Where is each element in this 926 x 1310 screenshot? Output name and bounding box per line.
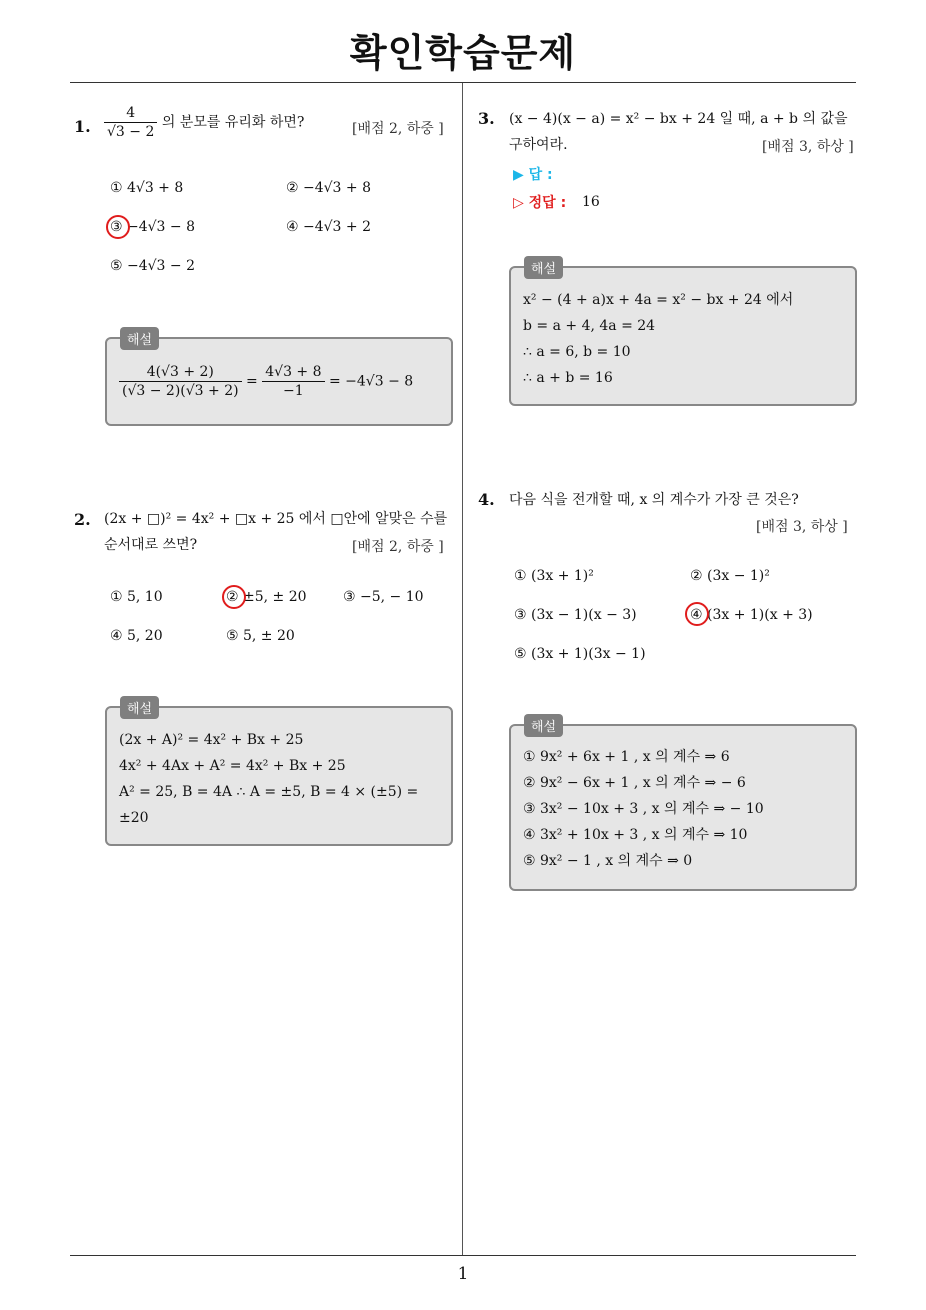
q3-number: 3. — [478, 109, 495, 128]
q1-text: 의 분모를 유리화 하면? — [161, 114, 305, 131]
q4-score: [배점 3, 하상 ] — [756, 519, 848, 535]
q1-exp-eq: = — [246, 373, 258, 390]
q2-line-1: (2x + □)² = 4x² + □x + 25 에서 □안에 알맞은 수를 — [104, 511, 448, 527]
q2-option-4[interactable]: ④ 5, 20 — [110, 628, 163, 644]
q3-explanation-box — [509, 266, 857, 406]
q3-explanation-line-4: ∴ a + b = 16 — [523, 370, 613, 386]
q3-score: [배점 3, 하상 ] — [762, 139, 854, 155]
page-title: 확인학습문제 — [349, 31, 577, 75]
q4-option-5[interactable]: ⑤ (3x + 1)(3x − 1) — [514, 646, 646, 662]
q3-explanation-tag: 해설 — [524, 256, 563, 279]
q2-explanation-line-1: (2x + A)² = 4x² + Bx + 25 — [119, 732, 304, 748]
q4-option-2[interactable]: ② (3x − 1)² — [690, 568, 770, 584]
q2-option-5[interactable]: ⑤ 5, ± 20 — [226, 628, 295, 644]
q1-exp-frac-1-den: (√3 − 2)(√3 + 2) — [122, 383, 239, 399]
q1-frac-num: 4 — [104, 104, 157, 123]
q1-number: 1. — [74, 117, 91, 136]
q1-answer-mark — [106, 215, 130, 239]
q4-explanation-line-3: ③ 3x² − 10x + 3 , x 의 계수 ⇒ − 10 — [523, 801, 764, 817]
q4-explanation-line-5: ⑤ 9x² − 1 , x 의 계수 ⇒ 0 — [523, 853, 693, 869]
q1-exp-frac-2-den: −1 — [283, 383, 304, 399]
q3-answer-label: ▶ 답 : — [513, 167, 553, 183]
top-divider — [70, 82, 856, 83]
q4-line-1: 다음 식을 전개할 때, x 의 계수가 가장 큰 것은? — [509, 492, 799, 508]
q3-line-1: (x − 4)(x − a) = x² − bx + 24 일 때, a + b 의 값을 — [509, 111, 848, 127]
q2-score: [배점 2, 하중 ] — [352, 539, 444, 555]
q2-explanation-tag: 해설 — [120, 696, 159, 719]
q1-frac-den: √3 − 2 — [107, 124, 155, 140]
q1-question — [104, 104, 304, 141]
q2-answer-mark — [222, 585, 246, 609]
q2-option-3[interactable]: ③ −5, − 10 — [343, 589, 424, 605]
q3-correct-value: 16 — [582, 194, 600, 210]
q4-option-3[interactable]: ③ (3x − 1)(x − 3) — [514, 607, 637, 623]
q3-line-2: 구하여라. — [509, 137, 568, 153]
q1-explanation-box — [105, 337, 453, 426]
q3-correct-label: ▷ 정답 : — [513, 195, 567, 211]
q1-option-2[interactable]: ② −4√3 + 8 — [286, 180, 372, 196]
q1-option-3[interactable]: ③ −4√3 − 8 — [110, 219, 196, 235]
q2-explanation-line-3: A² = 25, B = 4A ∴ A = ±5, B = 4 × (±5) = — [119, 784, 419, 800]
q4-explanation-line-1: ① 9x² + 6x + 1 , x 의 계수 ⇒ 6 — [523, 749, 730, 765]
q2-explanation-line-2: 4x² + 4Ax + A² = 4x² + Bx + 25 — [119, 758, 346, 774]
q4-answer-mark — [685, 602, 709, 626]
q4-explanation-line-4: ④ 3x² + 10x + 3 , x 의 계수 ⇒ 10 — [523, 827, 748, 843]
q4-explanation-box — [509, 724, 857, 891]
q2-option-2[interactable]: ② ±5, ± 20 — [226, 589, 307, 605]
q1-option-4[interactable]: ④ −4√3 + 2 — [286, 219, 372, 235]
q3-explanation-line-2: b = a + 4, 4a = 24 — [523, 318, 656, 334]
q2-explanation-line-4: ±20 — [119, 810, 149, 826]
q1-explanation-tag: 해설 — [120, 327, 159, 350]
bottom-divider — [70, 1255, 856, 1256]
q1-exp-frac-2 — [262, 363, 324, 400]
q2-number: 2. — [74, 510, 91, 529]
q4-explanation-line-2: ② 9x² − 6x + 1 , x 의 계수 ⇒ − 6 — [523, 775, 746, 791]
q1-exp-result: = −4√3 − 8 — [328, 373, 414, 390]
q2-line-2: 순서대로 쓰면? — [104, 537, 198, 553]
q1-explanation — [119, 363, 413, 400]
q1-score: [배점 2, 하중 ] — [352, 121, 444, 137]
q3-explanation-line-1: x² − (4 + a)x + 4a = x² − bx + 24 에서 — [523, 292, 794, 308]
q1-exp-frac-2-num: 4√3 + 8 — [262, 363, 324, 382]
column-divider — [462, 83, 463, 1255]
q4-number: 4. — [478, 490, 495, 509]
q4-option-4[interactable]: ④ (3x + 1)(x + 3) — [690, 607, 813, 623]
q2-explanation-box — [105, 706, 453, 846]
q1-exp-frac-1-num: 4(√3 + 2) — [119, 363, 242, 382]
q3-explanation-line-3: ∴ a = 6, b = 10 — [523, 344, 631, 360]
q4-explanation-tag: 해설 — [524, 714, 563, 737]
page-number: 1 — [457, 1264, 469, 1284]
q2-option-1[interactable]: ① 5, 10 — [110, 589, 163, 605]
q1-exp-frac-1 — [119, 363, 242, 400]
q1-option-1[interactable]: ① 4√3 + 8 — [110, 180, 184, 196]
q1-fraction — [104, 104, 157, 141]
q4-option-1[interactable]: ① (3x + 1)² — [514, 568, 594, 584]
q1-option-5[interactable]: ⑤ −4√3 − 2 — [110, 258, 196, 274]
